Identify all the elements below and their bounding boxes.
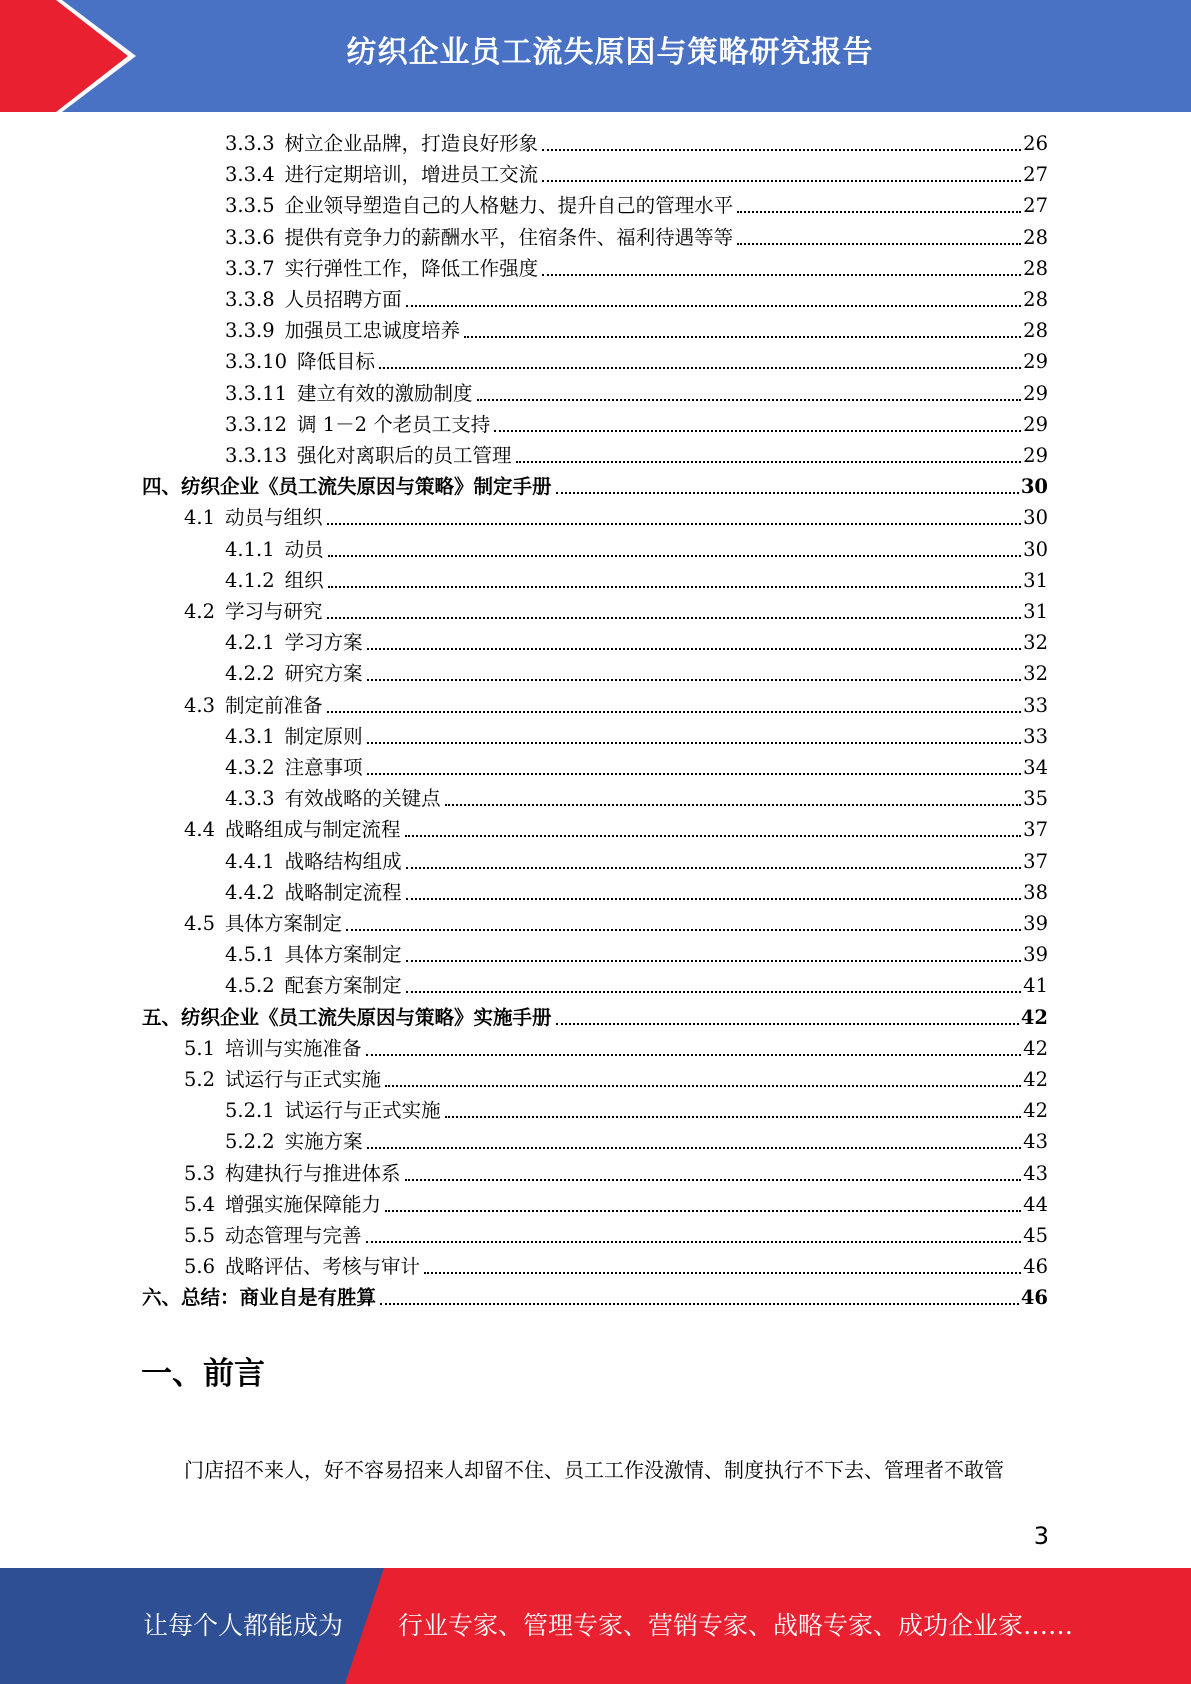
toc-entry-number: 5.4 [184,1192,216,1216]
toc-entry-title: 构建执行与推进体系 [225,1161,401,1185]
toc-entry-number: 4.3.2 [225,756,275,779]
toc-entry[interactable] [184,1064,1048,1095]
toc-entry[interactable] [184,1189,1048,1220]
toc-dot-leader [542,274,1021,276]
toc-entry-page: 42 [1023,1036,1048,1060]
toc-entry-page: 29 [1023,412,1048,436]
toc-entry-number: 5.5 [184,1224,216,1247]
toc-entry-title: 实施方案 [284,1130,363,1154]
toc-dot-leader [445,1116,1022,1118]
toc-entry-page: 37 [1023,818,1048,842]
toc-entry-number: 4.1 [184,506,216,530]
toc-dot-leader [367,648,1022,650]
toc-entry-title: 树立企业品牌，打造良好形象 [284,132,539,155]
toc-entry-page: 37 [1023,849,1048,873]
toc-entry[interactable] [184,1220,1048,1251]
toc-dot-leader [477,399,1022,401]
toc-dot-leader [406,305,1022,307]
toc-entry[interactable] [142,1282,1048,1313]
toc-entry-title: 六、总结：商业自是有胜算 [142,1286,377,1310]
toc-entry-title: 强化对离职后的员工管理 [297,444,512,467]
toc-dot-leader [328,555,1022,557]
toc-entry-title: 战略评估、考核与审计 [225,1255,421,1279]
toc-entry-page: 31 [1023,600,1048,623]
toc-entry-title: 有效战略的关键点 [284,787,441,811]
toc-entry-page: 39 [1023,943,1048,967]
toc-entry-number: 4.3.3 [225,787,275,811]
toc-dot-leader [346,929,1021,931]
toc-entry-number: 3.3.11 [225,381,288,405]
toc-entry-title: 动态管理与完善 [225,1224,362,1247]
toc-entry[interactable] [225,378,1048,409]
toc-entry[interactable] [225,346,1048,377]
toc-entry-number: 3.3.10 [225,350,288,374]
toc-entry-number: 5.2.1 [225,1099,275,1123]
toc-entry-page: 29 [1023,350,1048,374]
toc-entry-page: 29 [1023,381,1048,405]
toc-entry-title: 动员 [284,537,324,561]
toc-dot-leader [366,1241,1022,1243]
toc-entry[interactable] [225,253,1048,284]
toc-entry-title: 实行弹性工作，降低工作强度 [284,256,539,280]
toc-dot-leader [542,149,1021,151]
toc-entry-number: 4.5.1 [225,943,275,967]
toc-entry-title: 试运行与正式实施 [225,1068,382,1091]
toc-entry[interactable] [184,814,1048,845]
toc-entry-page: 42 [1023,1068,1048,1091]
toc-entry-page: 30 [1023,537,1048,561]
page-footer [0,1568,1191,1684]
toc-entry-number: 4.4.2 [225,880,275,904]
toc-entry-title: 注意事项 [284,756,363,779]
toc-dot-leader [366,1054,1022,1056]
toc-dot-leader [367,1147,1022,1149]
toc-entry-page: 28 [1023,256,1048,280]
toc-dot-leader [556,1023,1019,1025]
toc-entry[interactable] [225,627,1048,658]
toc-dot-leader [367,773,1022,775]
toc-dot-leader [327,711,1022,713]
toc-entry-number: 4.3 [184,693,216,717]
toc-entry-page: 43 [1023,1161,1048,1185]
toc-dot-leader [405,1179,1022,1181]
toc-entry[interactable] [225,970,1048,1001]
section-heading: 一、前言 [141,1356,265,1392]
toc-entry[interactable] [225,440,1048,471]
toc-dot-leader [464,336,1021,338]
toc-entry[interactable] [142,1002,1048,1033]
toc-entry[interactable] [225,128,1048,159]
footer-slogan-left: 让每个人都能成为 [143,1611,344,1640]
toc-entry-page: 30 [1020,475,1048,499]
toc-dot-leader [406,960,1022,962]
toc-dot-leader [385,1085,1021,1087]
toc-entry-page: 44 [1023,1192,1048,1216]
toc-entry-title: 战略结构组成 [284,849,402,873]
toc-entry-title: 具体方案制定 [284,943,402,967]
toc-dot-leader [380,1303,1019,1305]
toc-entry-title: 具体方案制定 [225,912,343,935]
toc-entry-number: 4.3.1 [225,724,275,748]
toc-entry-number: 3.3.5 [225,194,275,218]
toc-entry-number: 3.3.6 [225,225,275,249]
toc-dot-leader [516,461,1022,463]
toc-entry-page: 29 [1023,444,1048,467]
toc-entry[interactable] [225,752,1048,783]
toc-entry-title: 建立有效的激励制度 [297,381,473,405]
toc-entry-title: 制定前准备 [225,693,323,717]
toc-entry[interactable] [225,721,1048,752]
toc-entry-title: 降低目标 [297,350,376,374]
toc-entry-title: 学习与研究 [225,600,323,623]
toc-entry-number: 4.4.1 [225,849,275,873]
toc-entry-page: 38 [1023,880,1048,904]
toc-entry-title: 进行定期培训，增进员工交流 [284,163,539,187]
toc-entry-page: 32 [1023,631,1048,655]
toc-entry-page: 43 [1023,1130,1048,1154]
toc-entry-page: 31 [1023,568,1048,592]
toc-entry-title: 制定原则 [284,724,363,748]
toc-entry-page: 27 [1023,194,1048,218]
toc-dot-leader [737,243,1021,245]
toc-entry-number: 5.2 [184,1068,216,1091]
toc-entry-number: 4.2.1 [225,631,275,655]
toc-entry-title: 提供有竞争力的薪酬水平，住宿条件、福利待遇等等 [284,225,734,249]
toc-entry-number: 4.2.2 [225,662,275,686]
toc-entry-page: 39 [1023,912,1048,935]
page-number: 3 [1033,1522,1049,1550]
toc-dot-leader [367,679,1022,681]
toc-entry[interactable] [184,908,1048,939]
toc-entry[interactable] [225,159,1048,190]
toc-entry[interactable] [225,783,1048,814]
toc-dot-leader [556,492,1019,494]
toc-dot-leader [494,430,1021,432]
toc-entry-title: 战略制定流程 [284,880,402,904]
toc-entry-number: 3.3.9 [225,319,275,343]
toc-entry[interactable] [225,284,1048,315]
toc-entry[interactable] [225,409,1048,440]
toc-entry-number: 4.4 [184,818,216,842]
toc-entry[interactable] [184,690,1048,721]
toc-entry[interactable] [184,596,1048,627]
toc-entry-page: 46 [1023,1255,1048,1279]
toc-entry[interactable] [225,315,1048,346]
toc-entry-title: 五、纺织企业《员工流失原因与策略》实施手册 [142,1005,552,1029]
toc-entry-title: 组织 [284,568,324,592]
toc-entry[interactable] [225,190,1048,221]
toc-dot-leader [424,1272,1021,1274]
document-title: 纺织企业员工流失原因与策略研究报告 [346,35,874,70]
toc-entry-page: 42 [1023,1099,1048,1123]
toc-dot-leader [406,991,1022,993]
toc-dot-leader [385,1210,1021,1212]
toc-entry-title: 调 1－2 个老员工支持 [297,412,491,436]
toc-entry-number: 3.3.8 [225,288,275,311]
toc-entry-title: 人员招聘方面 [284,288,402,311]
toc-dot-leader [328,586,1022,588]
intro-paragraph: 门店招不来人，好不容易招来人却留不住、员工工作没激情、制度执行不下去、管理者不敢管 [184,1458,1004,1482]
toc-entry-page: 27 [1023,163,1048,187]
toc-entry-title: 企业领导塑造自己的人格魅力、提升自己的管理水平 [284,194,734,218]
toc-entry-page: 32 [1023,662,1048,686]
toc-entry[interactable] [184,1251,1048,1282]
toc-entry-page: 28 [1023,319,1048,343]
toc-dot-leader [542,180,1021,182]
toc-entry[interactable] [225,939,1048,970]
toc-entry-number: 4.5.2 [225,974,275,998]
toc-dot-leader [367,742,1022,744]
toc-dot-leader [406,898,1022,900]
toc-entry-title: 配套方案制定 [284,974,402,998]
toc-entry[interactable] [225,877,1048,908]
toc-entry-number: 5.3 [184,1161,216,1185]
toc-entry-number: 3.3.13 [225,444,288,467]
toc-entry-number: 4.1.2 [225,568,275,592]
toc-entry-title: 培训与实施准备 [225,1036,362,1060]
toc-entry-page: 28 [1023,225,1048,249]
toc-entry-title: 研究方案 [284,662,363,686]
toc-entry[interactable] [225,534,1048,565]
toc-entry-title: 战略组成与制定流程 [225,818,401,842]
toc-entry-page: 41 [1023,974,1048,998]
toc-entry-page: 33 [1023,693,1048,717]
toc-entry[interactable] [225,846,1048,877]
toc-entry-number: 5.2.2 [225,1130,275,1154]
toc-entry-title: 四、纺织企业《员工流失原因与策略》制定手册 [142,475,552,499]
toc-entry-number: 3.3.4 [225,163,275,187]
toc-entry[interactable] [225,1126,1048,1157]
toc-entry[interactable] [225,565,1048,596]
toc-entry-title: 动员与组织 [225,506,323,530]
toc-dot-leader [737,211,1021,213]
toc-entry[interactable] [225,658,1048,689]
toc-entry-number: 3.3.3 [225,132,275,155]
toc-entry-number: 5.1 [184,1036,216,1060]
toc-entry[interactable] [225,1095,1048,1126]
page-header [0,0,1191,112]
toc-entry-page: 42 [1020,1005,1048,1029]
toc-entry-number: 4.2 [184,600,216,623]
toc-entry-title: 学习方案 [284,631,363,655]
toc-entry[interactable] [184,502,1048,533]
toc-entry-number: 4.1.1 [225,537,275,561]
toc-dot-leader [406,867,1022,869]
toc-entry-title: 试运行与正式实施 [284,1099,441,1123]
header-red-arrow [0,0,160,112]
toc-entry[interactable] [142,471,1048,502]
toc-entry-page: 35 [1023,787,1048,811]
toc-entry-page: 45 [1023,1224,1048,1247]
footer-slogan-right: 行业专家、管理专家、营销专家、战略专家、成功企业家…… [398,1611,1074,1640]
toc-entry[interactable] [184,1158,1048,1189]
toc-entry-title: 加强员工忠诚度培养 [284,319,461,343]
toc-dot-leader [445,804,1022,806]
toc-entry[interactable] [225,222,1048,253]
toc-entry-page: 26 [1023,132,1048,155]
toc-dot-leader [327,523,1022,525]
toc-dot-leader [327,617,1022,619]
toc-dot-leader [379,367,1021,369]
toc-entry-page: 46 [1020,1286,1048,1310]
toc-entry-page: 34 [1023,756,1048,779]
toc-entry-page: 28 [1023,288,1048,311]
toc-entry-number: 4.5 [184,912,216,935]
toc-entry-page: 30 [1023,506,1048,530]
toc-dot-leader [405,835,1022,837]
toc-entry-number: 5.6 [184,1255,216,1279]
toc-entry-number: 3.3.7 [225,256,275,280]
toc-entry-number: 3.3.12 [225,412,288,436]
toc-entry-title: 增强实施保障能力 [225,1192,382,1216]
toc-entry[interactable] [184,1033,1048,1064]
toc-entry-page: 33 [1023,724,1048,748]
